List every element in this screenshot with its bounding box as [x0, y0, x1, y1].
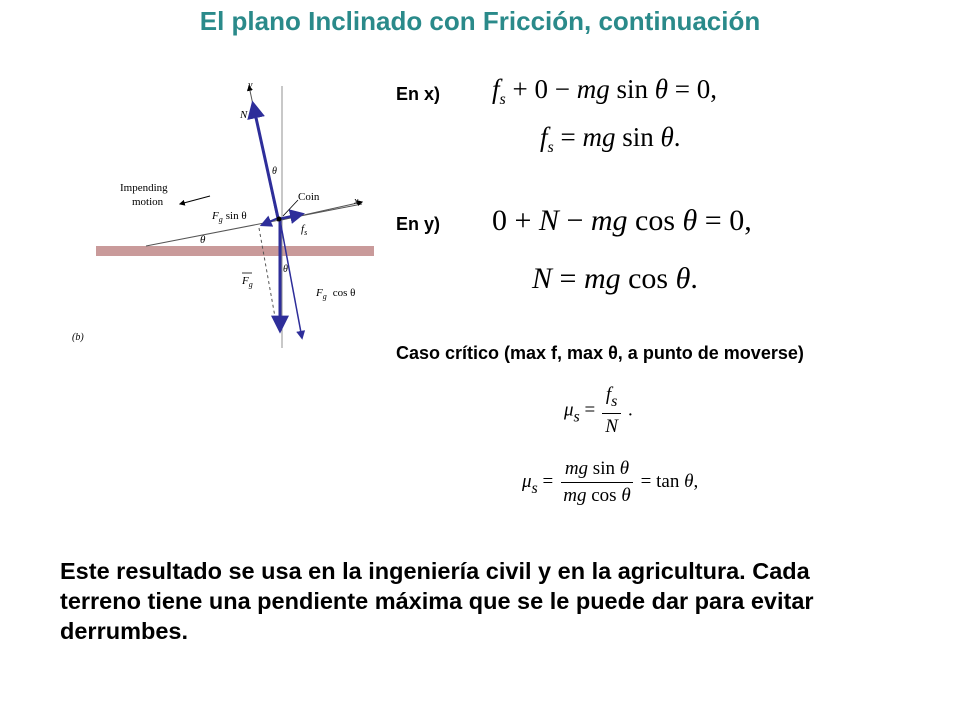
equation-mu-definition: $\mu_s$ = $\frac{f_s}{N}$ . — [564, 384, 633, 437]
theta-label-normal: θ — [272, 166, 277, 177]
impending-motion-label-2: motion — [132, 196, 164, 208]
slide-title: El plano Inclinado con Fricción, continuación — [199, 6, 761, 36]
component-dash-2 — [259, 228, 277, 328]
fg-cos-label: $F_g$ cos θ — [316, 287, 356, 301]
x-axis-label: x — [354, 196, 359, 207]
impending-motion-arrow — [180, 196, 210, 204]
coin-pointer — [283, 200, 298, 216]
equation-x-result: $f_s$ = mg sin θ. — [540, 122, 681, 156]
coin — [277, 217, 282, 222]
incline-line — [146, 204, 362, 246]
conclusion-line-3: derrumbes. — [60, 618, 188, 644]
conclusion-line-2: terreno tiene una pendiente máxima que se le puede dar para evitar — [60, 588, 814, 614]
normal-force-label: N — [240, 109, 248, 121]
equation-y-result: N = mg cos θ. — [532, 262, 698, 295]
y-equations-label: En y) — [396, 214, 441, 234]
conclusion-paragraph — [60, 556, 930, 646]
x-axis — [277, 202, 362, 221]
normal-force-arrow — [253, 104, 278, 218]
ground-bar — [96, 246, 374, 256]
friction-label: $f_s$ — [301, 223, 308, 237]
fg-sin-component-arrow — [262, 218, 278, 225]
fg-sin-label: $F_g$ sin θ — [212, 210, 247, 224]
x-equations-label: En x) — [396, 84, 441, 104]
theta-label-incline: θ — [200, 234, 206, 246]
inclined-plane-diagram — [62, 68, 442, 358]
critical-case-label: Caso crítico (max f, max θ, a punto de moverse) — [396, 343, 804, 363]
coin-label: Coin — [298, 191, 320, 203]
impending-motion-label-1: Impending — [120, 182, 168, 194]
panel-label: (b) — [72, 332, 84, 343]
equation-y-sum: 0 + N − mg cos θ = 0, — [492, 204, 752, 237]
equation-mu-tan: $\mu_s$ = $\frac{\text{mg sin θ}}{\text{mg cos θ}}$ = tan θ, — [522, 458, 699, 506]
theta-label-weight: θ — [283, 264, 288, 275]
equation-x-sum: $f_s + 0$ − mg sin θ = 0, — [492, 74, 717, 108]
conclusion-line-1: Este resultado se usa en la ingeniería civil y en la agricultura. Cada — [60, 558, 810, 584]
fg-cos-component-arrow — [280, 220, 302, 338]
weight-label: $F_g$ — [242, 275, 253, 289]
y-axis-label: y — [248, 80, 253, 91]
